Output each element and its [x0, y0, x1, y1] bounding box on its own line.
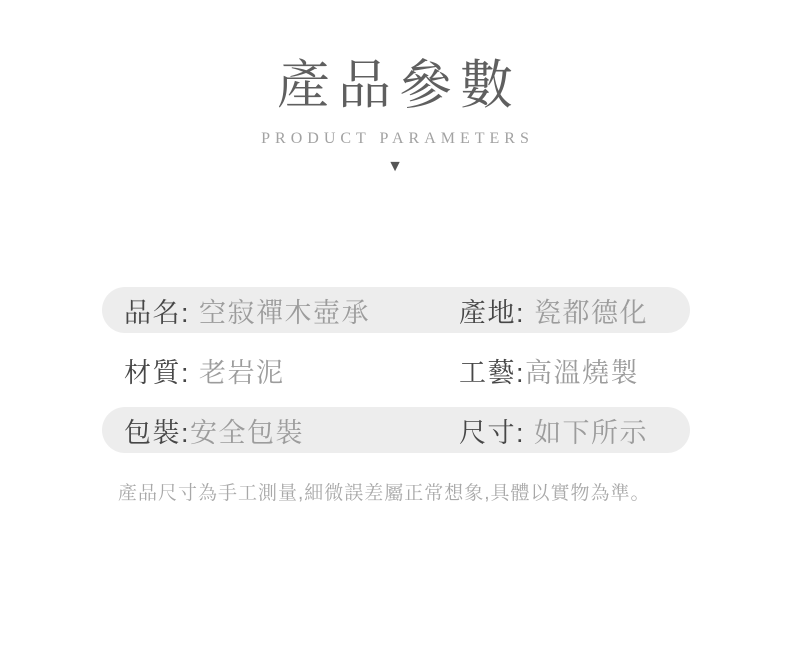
param-value: 空寂禪木壺承 [190, 297, 371, 328]
param-label: 材質: [124, 357, 191, 388]
param-cell-packaging [102, 411, 459, 450]
param-row [102, 287, 690, 333]
param-value: 老岩泥 [190, 357, 285, 388]
param-cell-origin [459, 291, 648, 330]
param-value: 瓷都德化 [525, 297, 649, 328]
param-value: 高溫燒製 [525, 357, 640, 388]
param-value: 如下所示 [525, 417, 649, 448]
param-cell-size [459, 411, 648, 450]
param-label: 包裝: [124, 417, 191, 448]
param-label: 產地: [459, 297, 526, 328]
page-title: 產品參數 [277, 56, 521, 115]
param-label: 工藝: [459, 357, 526, 388]
section-header [0, 0, 790, 175]
param-value: 安全包裝 [190, 417, 305, 448]
param-label: 品名: [124, 297, 191, 328]
param-cell-product-name [102, 291, 459, 330]
param-row [102, 347, 690, 393]
triangle-down-icon: ▼ [387, 157, 403, 175]
param-cell-craft [459, 351, 639, 390]
param-cell-material [102, 351, 459, 390]
param-row [102, 407, 690, 453]
measurement-disclaimer: 產品尺寸為手工測量,細微誤差屬正常想象,具體以實物為準。 [118, 483, 651, 504]
page-subtitle: PRODUCT PARAMETERS [261, 129, 534, 147]
params-table [102, 287, 690, 467]
param-label: 尺寸: [459, 417, 526, 448]
